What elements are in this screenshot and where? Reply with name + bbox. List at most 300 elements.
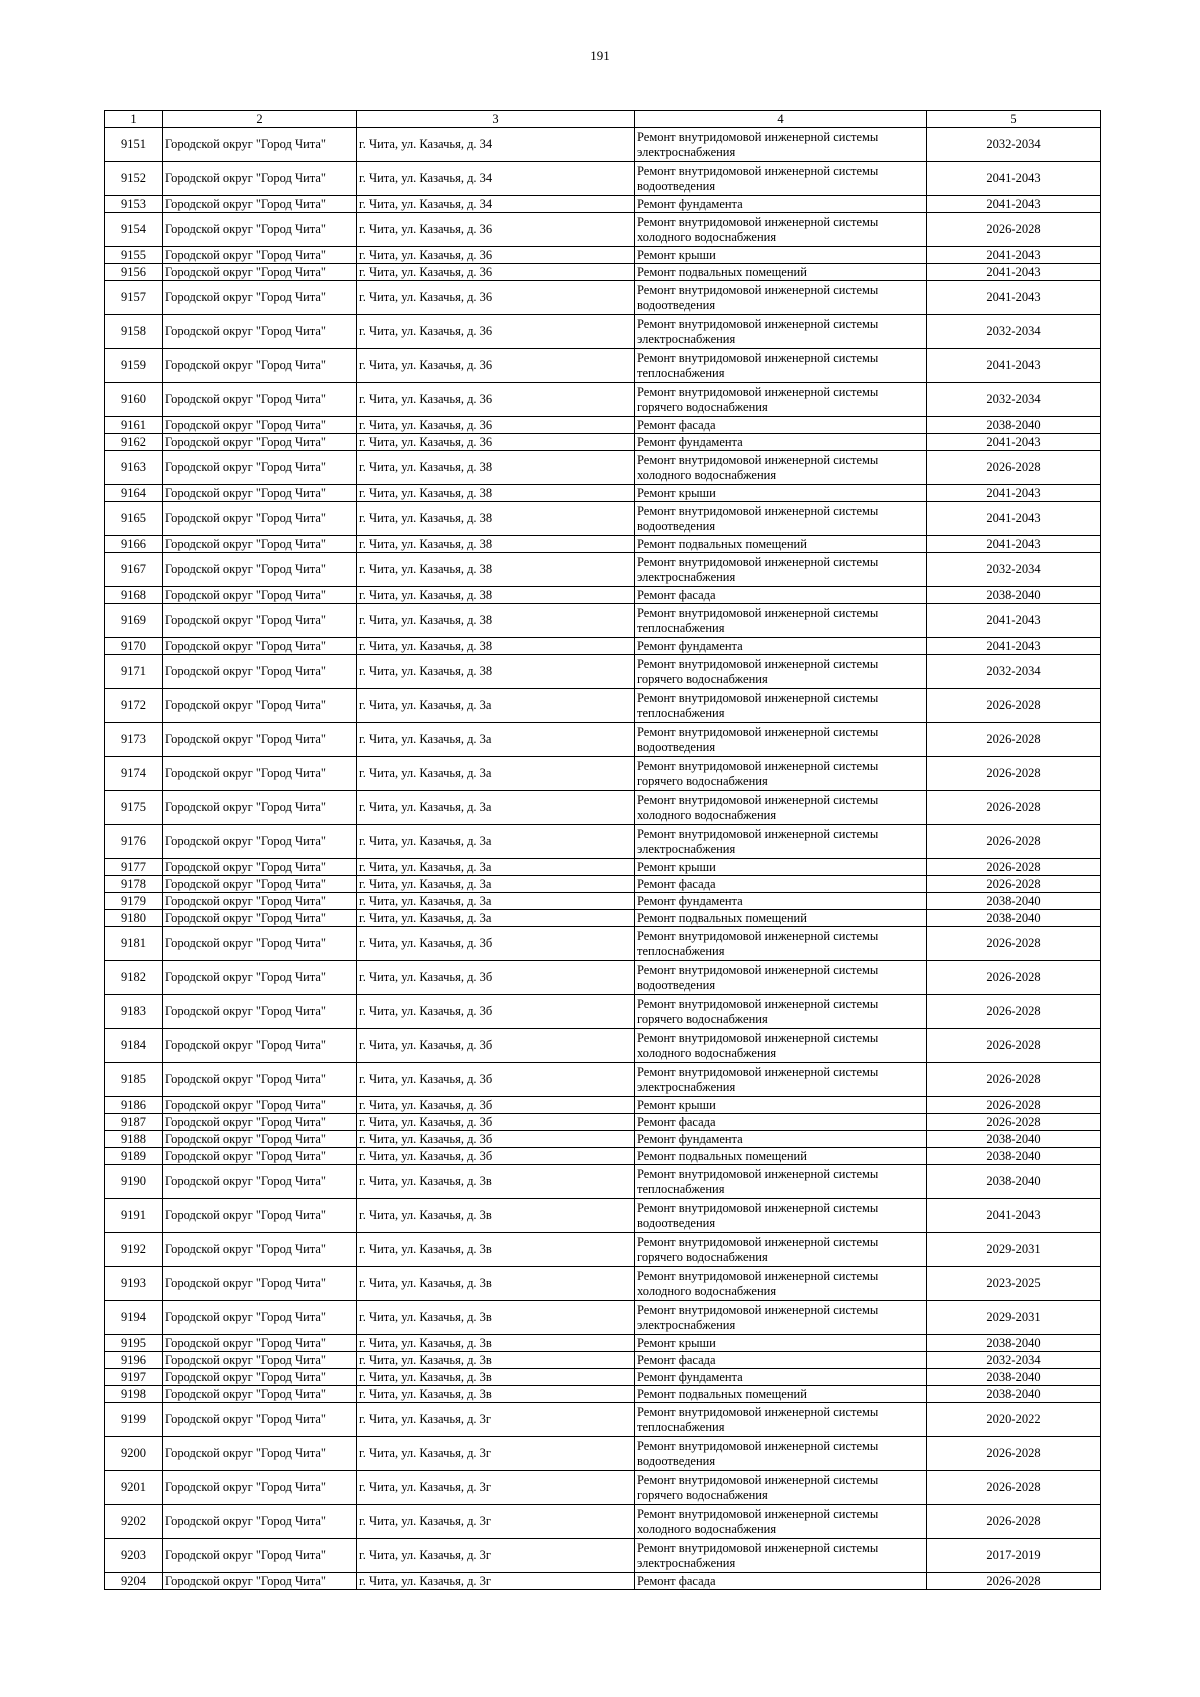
district-cell: Городской округ "Город Чита" bbox=[163, 604, 357, 638]
table-row bbox=[105, 1131, 1101, 1148]
address-cell: г. Чита, ул. Казачья, д. 3г bbox=[357, 1471, 635, 1505]
address-cell: г. Чита, ул. Казачья, д. 3б bbox=[357, 1063, 635, 1097]
district-cell: Городской округ "Город Чита" bbox=[163, 638, 357, 655]
table-row bbox=[105, 1148, 1101, 1165]
address-cell: г. Чита, ул. Казачья, д. 36 bbox=[357, 349, 635, 383]
address-cell: г. Чита, ул. Казачья, д. 3г bbox=[357, 1573, 635, 1590]
work-type-cell: Ремонт внутридомовой инженерной системы холодного водоснабжения bbox=[635, 1505, 927, 1539]
period-cell: 2038-2040 bbox=[927, 910, 1101, 927]
table-row bbox=[105, 417, 1101, 434]
period-cell: 2026-2028 bbox=[927, 961, 1101, 995]
work-type-cell: Ремонт фундамента bbox=[635, 434, 927, 451]
table-row bbox=[105, 1267, 1101, 1301]
table-body bbox=[105, 128, 1101, 1590]
table-row bbox=[105, 859, 1101, 876]
table-row bbox=[105, 1471, 1101, 1505]
table-row bbox=[105, 553, 1101, 587]
district-cell: Городской округ "Город Чита" bbox=[163, 876, 357, 893]
row-number-cell: 9181 bbox=[105, 927, 163, 961]
table-row bbox=[105, 536, 1101, 553]
district-cell: Городской округ "Город Чита" bbox=[163, 553, 357, 587]
row-number-cell: 9151 bbox=[105, 128, 163, 162]
district-cell: Городской округ "Город Чита" bbox=[163, 1539, 357, 1573]
row-number-cell: 9152 bbox=[105, 162, 163, 196]
period-cell: 2026-2028 bbox=[927, 1573, 1101, 1590]
address-cell: г. Чита, ул. Казачья, д. 3в bbox=[357, 1352, 635, 1369]
row-number-cell: 9157 bbox=[105, 281, 163, 315]
address-cell: г. Чита, ул. Казачья, д. 34 bbox=[357, 128, 635, 162]
row-number-cell: 9154 bbox=[105, 213, 163, 247]
district-cell: Городской округ "Город Чита" bbox=[163, 893, 357, 910]
work-type-cell: Ремонт внутридомовой инженерной системы электроснабжения bbox=[635, 1539, 927, 1573]
table-row bbox=[105, 451, 1101, 485]
row-number-cell: 9176 bbox=[105, 825, 163, 859]
row-number-cell: 9178 bbox=[105, 876, 163, 893]
row-number-cell: 9159 bbox=[105, 349, 163, 383]
district-cell: Городской округ "Город Чита" bbox=[163, 757, 357, 791]
district-cell: Городской округ "Город Чита" bbox=[163, 1097, 357, 1114]
district-cell: Городской округ "Город Чита" bbox=[163, 349, 357, 383]
work-type-cell: Ремонт фасада bbox=[635, 1352, 927, 1369]
row-number-cell: 9175 bbox=[105, 791, 163, 825]
work-type-cell: Ремонт внутридомовой инженерной системы электроснабжения bbox=[635, 553, 927, 587]
table-row bbox=[105, 876, 1101, 893]
table-row bbox=[105, 1369, 1101, 1386]
address-cell: г. Чита, ул. Казачья, д. 3в bbox=[357, 1165, 635, 1199]
work-type-cell: Ремонт внутридомовой инженерной системы горячего водоснабжения bbox=[635, 1471, 927, 1505]
work-type-cell: Ремонт внутридомовой инженерной системы водоотведения bbox=[635, 502, 927, 536]
district-cell: Городской округ "Город Чита" bbox=[163, 1301, 357, 1335]
table-row bbox=[105, 995, 1101, 1029]
district-cell: Городской округ "Город Чита" bbox=[163, 281, 357, 315]
district-cell: Городской округ "Город Чита" bbox=[163, 383, 357, 417]
capital-repair-table bbox=[104, 110, 1101, 1590]
work-type-cell: Ремонт внутридомовой инженерной системы холодного водоснабжения bbox=[635, 1029, 927, 1063]
address-cell: г. Чита, ул. Казачья, д. 38 bbox=[357, 604, 635, 638]
row-number-cell: 9189 bbox=[105, 1148, 163, 1165]
table-row bbox=[105, 689, 1101, 723]
period-cell: 2041-2043 bbox=[927, 349, 1101, 383]
work-type-cell: Ремонт внутридомовой инженерной системы электроснабжения bbox=[635, 1301, 927, 1335]
address-cell: г. Чита, ул. Казачья, д. 3а bbox=[357, 689, 635, 723]
period-cell: 2026-2028 bbox=[927, 213, 1101, 247]
district-cell: Городской округ "Город Чита" bbox=[163, 213, 357, 247]
table-row bbox=[105, 825, 1101, 859]
work-type-cell: Ремонт крыши bbox=[635, 247, 927, 264]
table-row bbox=[105, 162, 1101, 196]
row-number-cell: 9170 bbox=[105, 638, 163, 655]
district-cell: Городской округ "Город Чита" bbox=[163, 128, 357, 162]
row-number-cell: 9177 bbox=[105, 859, 163, 876]
district-cell: Городской округ "Город Чита" bbox=[163, 451, 357, 485]
work-type-cell: Ремонт внутридомовой инженерной системы горячего водоснабжения bbox=[635, 757, 927, 791]
column-header-2: 2 bbox=[163, 111, 357, 128]
work-type-cell: Ремонт внутридомовой инженерной системы холодного водоснабжения bbox=[635, 213, 927, 247]
table-row bbox=[105, 893, 1101, 910]
table-row bbox=[105, 927, 1101, 961]
period-cell: 2026-2028 bbox=[927, 1063, 1101, 1097]
period-cell: 2026-2028 bbox=[927, 689, 1101, 723]
district-cell: Городской округ "Город Чита" bbox=[163, 536, 357, 553]
table-row bbox=[105, 264, 1101, 281]
row-number-cell: 9194 bbox=[105, 1301, 163, 1335]
row-number-cell: 9200 bbox=[105, 1437, 163, 1471]
row-number-cell: 9179 bbox=[105, 893, 163, 910]
period-cell: 2041-2043 bbox=[927, 485, 1101, 502]
row-number-cell: 9186 bbox=[105, 1097, 163, 1114]
period-cell: 2038-2040 bbox=[927, 893, 1101, 910]
period-cell: 2026-2028 bbox=[927, 1471, 1101, 1505]
period-cell: 2038-2040 bbox=[927, 1335, 1101, 1352]
period-cell: 2041-2043 bbox=[927, 502, 1101, 536]
period-cell: 2026-2028 bbox=[927, 723, 1101, 757]
table-row bbox=[105, 128, 1101, 162]
work-type-cell: Ремонт фасада bbox=[635, 1114, 927, 1131]
row-number-cell: 9169 bbox=[105, 604, 163, 638]
district-cell: Городской округ "Город Чита" bbox=[163, 1505, 357, 1539]
period-cell: 2041-2043 bbox=[927, 536, 1101, 553]
district-cell: Городской округ "Город Чита" bbox=[163, 1199, 357, 1233]
address-cell: г. Чита, ул. Казачья, д. 3а bbox=[357, 859, 635, 876]
work-type-cell: Ремонт внутридомовой инженерной системы водоотведения bbox=[635, 723, 927, 757]
period-cell: 2026-2028 bbox=[927, 1114, 1101, 1131]
address-cell: г. Чита, ул. Казачья, д. 3б bbox=[357, 1148, 635, 1165]
address-cell: г. Чита, ул. Казачья, д. 3г bbox=[357, 1403, 635, 1437]
period-cell: 2026-2028 bbox=[927, 825, 1101, 859]
address-cell: г. Чита, ул. Казачья, д. 36 bbox=[357, 264, 635, 281]
row-number-cell: 9171 bbox=[105, 655, 163, 689]
work-type-cell: Ремонт крыши bbox=[635, 485, 927, 502]
work-type-cell: Ремонт внутридомовой инженерной системы электроснабжения bbox=[635, 825, 927, 859]
row-number-cell: 9199 bbox=[105, 1403, 163, 1437]
table-row bbox=[105, 1029, 1101, 1063]
period-cell: 2026-2028 bbox=[927, 757, 1101, 791]
table-row bbox=[105, 383, 1101, 417]
period-cell: 2029-2031 bbox=[927, 1301, 1101, 1335]
table-row bbox=[105, 247, 1101, 264]
table-row bbox=[105, 655, 1101, 689]
period-cell: 2041-2043 bbox=[927, 162, 1101, 196]
period-cell: 2026-2028 bbox=[927, 1505, 1101, 1539]
table-row bbox=[105, 349, 1101, 383]
work-type-cell: Ремонт внутридомовой инженерной системы теплоснабжения bbox=[635, 604, 927, 638]
district-cell: Городской округ "Город Чита" bbox=[163, 825, 357, 859]
row-number-cell: 9168 bbox=[105, 587, 163, 604]
district-cell: Городской округ "Город Чита" bbox=[163, 910, 357, 927]
district-cell: Городской округ "Город Чита" bbox=[163, 1369, 357, 1386]
district-cell: Городской округ "Город Чита" bbox=[163, 315, 357, 349]
period-cell: 2032-2034 bbox=[927, 315, 1101, 349]
row-number-cell: 9182 bbox=[105, 961, 163, 995]
row-number-cell: 9198 bbox=[105, 1386, 163, 1403]
address-cell: г. Чита, ул. Казачья, д. 3б bbox=[357, 1097, 635, 1114]
table-row bbox=[105, 1165, 1101, 1199]
work-type-cell: Ремонт внутридомовой инженерной системы водоотведения bbox=[635, 162, 927, 196]
district-cell: Городской округ "Город Чита" bbox=[163, 502, 357, 536]
address-cell: г. Чита, ул. Казачья, д. 3а bbox=[357, 791, 635, 825]
period-cell: 2023-2025 bbox=[927, 1267, 1101, 1301]
table-row bbox=[105, 1335, 1101, 1352]
table-row bbox=[105, 1403, 1101, 1437]
district-cell: Городской округ "Город Чита" bbox=[163, 1131, 357, 1148]
work-type-cell: Ремонт крыши bbox=[635, 1335, 927, 1352]
row-number-cell: 9172 bbox=[105, 689, 163, 723]
row-number-cell: 9185 bbox=[105, 1063, 163, 1097]
table-row bbox=[105, 961, 1101, 995]
district-cell: Городской округ "Город Чита" bbox=[163, 1403, 357, 1437]
row-number-cell: 9197 bbox=[105, 1369, 163, 1386]
period-cell: 2038-2040 bbox=[927, 1369, 1101, 1386]
address-cell: г. Чита, ул. Казачья, д. 36 bbox=[357, 434, 635, 451]
work-type-cell: Ремонт внутридомовой инженерной системы теплоснабжения bbox=[635, 689, 927, 723]
address-cell: г. Чита, ул. Казачья, д. 3в bbox=[357, 1301, 635, 1335]
table-row bbox=[105, 502, 1101, 536]
page-number: 191 bbox=[590, 48, 610, 63]
work-type-cell: Ремонт подвальных помещений bbox=[635, 910, 927, 927]
table-row bbox=[105, 1114, 1101, 1131]
address-cell: г. Чита, ул. Казачья, д. 38 bbox=[357, 638, 635, 655]
row-number-cell: 9191 bbox=[105, 1199, 163, 1233]
district-cell: Городской округ "Город Чита" bbox=[163, 1063, 357, 1097]
table-row bbox=[105, 1199, 1101, 1233]
work-type-cell: Ремонт фасада bbox=[635, 587, 927, 604]
district-cell: Городской округ "Город Чита" bbox=[163, 1335, 357, 1352]
district-cell: Городской округ "Город Чита" bbox=[163, 995, 357, 1029]
table-row bbox=[105, 1097, 1101, 1114]
address-cell: г. Чита, ул. Казачья, д. 3в bbox=[357, 1267, 635, 1301]
column-header-3: 3 bbox=[357, 111, 635, 128]
period-cell: 2026-2028 bbox=[927, 1437, 1101, 1471]
district-cell: Городской округ "Город Чита" bbox=[163, 1267, 357, 1301]
address-cell: г. Чита, ул. Казачья, д. 3в bbox=[357, 1199, 635, 1233]
table-row bbox=[105, 587, 1101, 604]
period-cell: 2032-2034 bbox=[927, 383, 1101, 417]
row-number-cell: 9166 bbox=[105, 536, 163, 553]
period-cell: 2038-2040 bbox=[927, 1131, 1101, 1148]
period-cell: 2041-2043 bbox=[927, 604, 1101, 638]
work-type-cell: Ремонт внутридомовой инженерной системы горячего водоснабжения bbox=[635, 655, 927, 689]
table-row bbox=[105, 485, 1101, 502]
district-cell: Городской округ "Город Чита" bbox=[163, 1029, 357, 1063]
district-cell: Городской округ "Город Чита" bbox=[163, 1573, 357, 1590]
work-type-cell: Ремонт внутридомовой инженерной системы водоотведения bbox=[635, 1437, 927, 1471]
address-cell: г. Чита, ул. Казачья, д. 3б bbox=[357, 1114, 635, 1131]
address-cell: г. Чита, ул. Казачья, д. 38 bbox=[357, 553, 635, 587]
address-cell: г. Чита, ул. Казачья, д. 3в bbox=[357, 1233, 635, 1267]
address-cell: г. Чита, ул. Казачья, д. 38 bbox=[357, 451, 635, 485]
address-cell: г. Чита, ул. Казачья, д. 3в bbox=[357, 1335, 635, 1352]
address-cell: г. Чита, ул. Казачья, д. 3б bbox=[357, 961, 635, 995]
table-row bbox=[105, 1301, 1101, 1335]
address-cell: г. Чита, ул. Казачья, д. 3а bbox=[357, 893, 635, 910]
period-cell: 2038-2040 bbox=[927, 1386, 1101, 1403]
row-number-cell: 9193 bbox=[105, 1267, 163, 1301]
district-cell: Городской округ "Город Чита" bbox=[163, 247, 357, 264]
work-type-cell: Ремонт внутридомовой инженерной системы холодного водоснабжения bbox=[635, 1267, 927, 1301]
row-number-cell: 9162 bbox=[105, 434, 163, 451]
table-row bbox=[105, 910, 1101, 927]
address-cell: г. Чита, ул. Казачья, д. 3а bbox=[357, 825, 635, 859]
row-number-cell: 9164 bbox=[105, 485, 163, 502]
work-type-cell: Ремонт внутридомовой инженерной системы теплоснабжения bbox=[635, 927, 927, 961]
district-cell: Городской округ "Город Чита" bbox=[163, 1233, 357, 1267]
work-type-cell: Ремонт внутридомовой инженерной системы горячего водоснабжения bbox=[635, 1233, 927, 1267]
address-cell: г. Чита, ул. Казачья, д. 36 bbox=[357, 417, 635, 434]
work-type-cell: Ремонт фундамента bbox=[635, 893, 927, 910]
period-cell: 2041-2043 bbox=[927, 638, 1101, 655]
table-row bbox=[105, 638, 1101, 655]
address-cell: г. Чита, ул. Казачья, д. 36 bbox=[357, 281, 635, 315]
district-cell: Городской округ "Город Чита" bbox=[163, 434, 357, 451]
period-cell: 2038-2040 bbox=[927, 1148, 1101, 1165]
district-cell: Городской округ "Город Чита" bbox=[163, 1386, 357, 1403]
table-row bbox=[105, 1437, 1101, 1471]
district-cell: Городской округ "Город Чита" bbox=[163, 1165, 357, 1199]
address-cell: г. Чита, ул. Казачья, д. 34 bbox=[357, 162, 635, 196]
work-type-cell: Ремонт внутридомовой инженерной системы теплоснабжения bbox=[635, 349, 927, 383]
work-type-cell: Ремонт внутридомовой инженерной системы водоотведения bbox=[635, 961, 927, 995]
address-cell: г. Чита, ул. Казачья, д. 3б bbox=[357, 995, 635, 1029]
work-type-cell: Ремонт внутридомовой инженерной системы электроснабжения bbox=[635, 1063, 927, 1097]
period-cell: 2032-2034 bbox=[927, 553, 1101, 587]
column-header-5: 5 bbox=[927, 111, 1101, 128]
table-row bbox=[105, 1233, 1101, 1267]
row-number-cell: 9187 bbox=[105, 1114, 163, 1131]
column-header-1: 1 bbox=[105, 111, 163, 128]
work-type-cell: Ремонт внутридомовой инженерной системы горячего водоснабжения bbox=[635, 383, 927, 417]
address-cell: г. Чита, ул. Казачья, д. 3г bbox=[357, 1505, 635, 1539]
address-cell: г. Чита, ул. Казачья, д. 36 bbox=[357, 247, 635, 264]
table-row bbox=[105, 1573, 1101, 1590]
work-type-cell: Ремонт внутридомовой инженерной системы горячего водоснабжения bbox=[635, 995, 927, 1029]
period-cell: 2026-2028 bbox=[927, 1097, 1101, 1114]
work-type-cell: Ремонт внутридомовой инженерной системы холодного водоснабжения bbox=[635, 451, 927, 485]
row-number-cell: 9156 bbox=[105, 264, 163, 281]
address-cell: г. Чита, ул. Казачья, д. 3г bbox=[357, 1437, 635, 1471]
table-row bbox=[105, 434, 1101, 451]
table-row bbox=[105, 1505, 1101, 1539]
address-cell: г. Чита, ул. Казачья, д. 3а bbox=[357, 876, 635, 893]
row-number-cell: 9155 bbox=[105, 247, 163, 264]
work-type-cell: Ремонт фундамента bbox=[635, 638, 927, 655]
period-cell: 2026-2028 bbox=[927, 876, 1101, 893]
period-cell: 2041-2043 bbox=[927, 247, 1101, 264]
table-row bbox=[105, 1386, 1101, 1403]
row-number-cell: 9188 bbox=[105, 1131, 163, 1148]
address-cell: г. Чита, ул. Казачья, д. 34 bbox=[357, 196, 635, 213]
row-number-cell: 9202 bbox=[105, 1505, 163, 1539]
work-type-cell: Ремонт внутридомовой инженерной системы водоотведения bbox=[635, 281, 927, 315]
period-cell: 2041-2043 bbox=[927, 264, 1101, 281]
district-cell: Городской округ "Город Чита" bbox=[163, 723, 357, 757]
period-cell: 2026-2028 bbox=[927, 451, 1101, 485]
period-cell: 2032-2034 bbox=[927, 1352, 1101, 1369]
work-type-cell: Ремонт фундамента bbox=[635, 1131, 927, 1148]
district-cell: Городской округ "Город Чита" bbox=[163, 1352, 357, 1369]
address-cell: г. Чита, ул. Казачья, д. 3в bbox=[357, 1386, 635, 1403]
period-cell: 2026-2028 bbox=[927, 859, 1101, 876]
row-number-cell: 9195 bbox=[105, 1335, 163, 1352]
work-type-cell: Ремонт фасада bbox=[635, 876, 927, 893]
district-cell: Городской округ "Город Чита" bbox=[163, 264, 357, 281]
district-cell: Городской округ "Город Чита" bbox=[163, 162, 357, 196]
column-header-4: 4 bbox=[635, 111, 927, 128]
address-cell: г. Чита, ул. Казачья, д. 38 bbox=[357, 536, 635, 553]
row-number-cell: 9183 bbox=[105, 995, 163, 1029]
row-number-cell: 9167 bbox=[105, 553, 163, 587]
table-row bbox=[105, 791, 1101, 825]
work-type-cell: Ремонт подвальных помещений bbox=[635, 1148, 927, 1165]
district-cell: Городской округ "Город Чита" bbox=[163, 859, 357, 876]
work-type-cell: Ремонт фундамента bbox=[635, 196, 927, 213]
work-type-cell: Ремонт подвальных помещений bbox=[635, 264, 927, 281]
row-number-cell: 9158 bbox=[105, 315, 163, 349]
row-number-cell: 9180 bbox=[105, 910, 163, 927]
header-row bbox=[105, 111, 1101, 128]
period-cell: 2041-2043 bbox=[927, 1199, 1101, 1233]
address-cell: г. Чита, ул. Казачья, д. 3а bbox=[357, 757, 635, 791]
period-cell: 2041-2043 bbox=[927, 434, 1101, 451]
row-number-cell: 9161 bbox=[105, 417, 163, 434]
period-cell: 2038-2040 bbox=[927, 1165, 1101, 1199]
period-cell: 2026-2028 bbox=[927, 927, 1101, 961]
district-cell: Городской округ "Город Чита" bbox=[163, 927, 357, 961]
table-row bbox=[105, 1352, 1101, 1369]
address-cell: г. Чита, ул. Казачья, д. 38 bbox=[357, 587, 635, 604]
row-number-cell: 9153 bbox=[105, 196, 163, 213]
work-type-cell: Ремонт внутридомовой инженерной системы водоотведения bbox=[635, 1199, 927, 1233]
address-cell: г. Чита, ул. Казачья, д. 3б bbox=[357, 927, 635, 961]
row-number-cell: 9174 bbox=[105, 757, 163, 791]
address-cell: г. Чита, ул. Казачья, д. 3г bbox=[357, 1539, 635, 1573]
work-type-cell: Ремонт фасада bbox=[635, 417, 927, 434]
period-cell: 2041-2043 bbox=[927, 281, 1101, 315]
address-cell: г. Чита, ул. Казачья, д. 36 bbox=[357, 383, 635, 417]
work-type-cell: Ремонт внутридомовой инженерной системы электроснабжения bbox=[635, 128, 927, 162]
address-cell: г. Чита, ул. Казачья, д. 38 bbox=[357, 485, 635, 502]
district-cell: Городской округ "Город Чита" bbox=[163, 1437, 357, 1471]
address-cell: г. Чита, ул. Казачья, д. 36 bbox=[357, 213, 635, 247]
address-cell: г. Чита, ул. Казачья, д. 3б bbox=[357, 1131, 635, 1148]
period-cell: 2029-2031 bbox=[927, 1233, 1101, 1267]
row-number-cell: 9160 bbox=[105, 383, 163, 417]
row-number-cell: 9163 bbox=[105, 451, 163, 485]
work-type-cell: Ремонт внутридомовой инженерной системы теплоснабжения bbox=[635, 1165, 927, 1199]
period-cell: 2032-2034 bbox=[927, 655, 1101, 689]
work-type-cell: Ремонт внутридомовой инженерной системы холодного водоснабжения bbox=[635, 791, 927, 825]
district-cell: Городской округ "Город Чита" bbox=[163, 689, 357, 723]
period-cell: 2017-2019 bbox=[927, 1539, 1101, 1573]
row-number-cell: 9184 bbox=[105, 1029, 163, 1063]
work-type-cell: Ремонт внутридомовой инженерной системы теплоснабжения bbox=[635, 1403, 927, 1437]
address-cell: г. Чита, ул. Казачья, д. 38 bbox=[357, 502, 635, 536]
period-cell: 2026-2028 bbox=[927, 995, 1101, 1029]
district-cell: Городской округ "Город Чита" bbox=[163, 1114, 357, 1131]
period-cell: 2020-2022 bbox=[927, 1403, 1101, 1437]
address-cell: г. Чита, ул. Казачья, д. 3а bbox=[357, 723, 635, 757]
district-cell: Городской округ "Город Чита" bbox=[163, 587, 357, 604]
district-cell: Городской округ "Город Чита" bbox=[163, 417, 357, 434]
address-cell: г. Чита, ул. Казачья, д. 38 bbox=[357, 655, 635, 689]
row-number-cell: 9204 bbox=[105, 1573, 163, 1590]
district-cell: Городской округ "Город Чита" bbox=[163, 655, 357, 689]
period-cell: 2041-2043 bbox=[927, 196, 1101, 213]
district-cell: Городской округ "Город Чита" bbox=[163, 196, 357, 213]
row-number-cell: 9190 bbox=[105, 1165, 163, 1199]
table-row bbox=[105, 315, 1101, 349]
period-cell: 2032-2034 bbox=[927, 128, 1101, 162]
table-row bbox=[105, 213, 1101, 247]
